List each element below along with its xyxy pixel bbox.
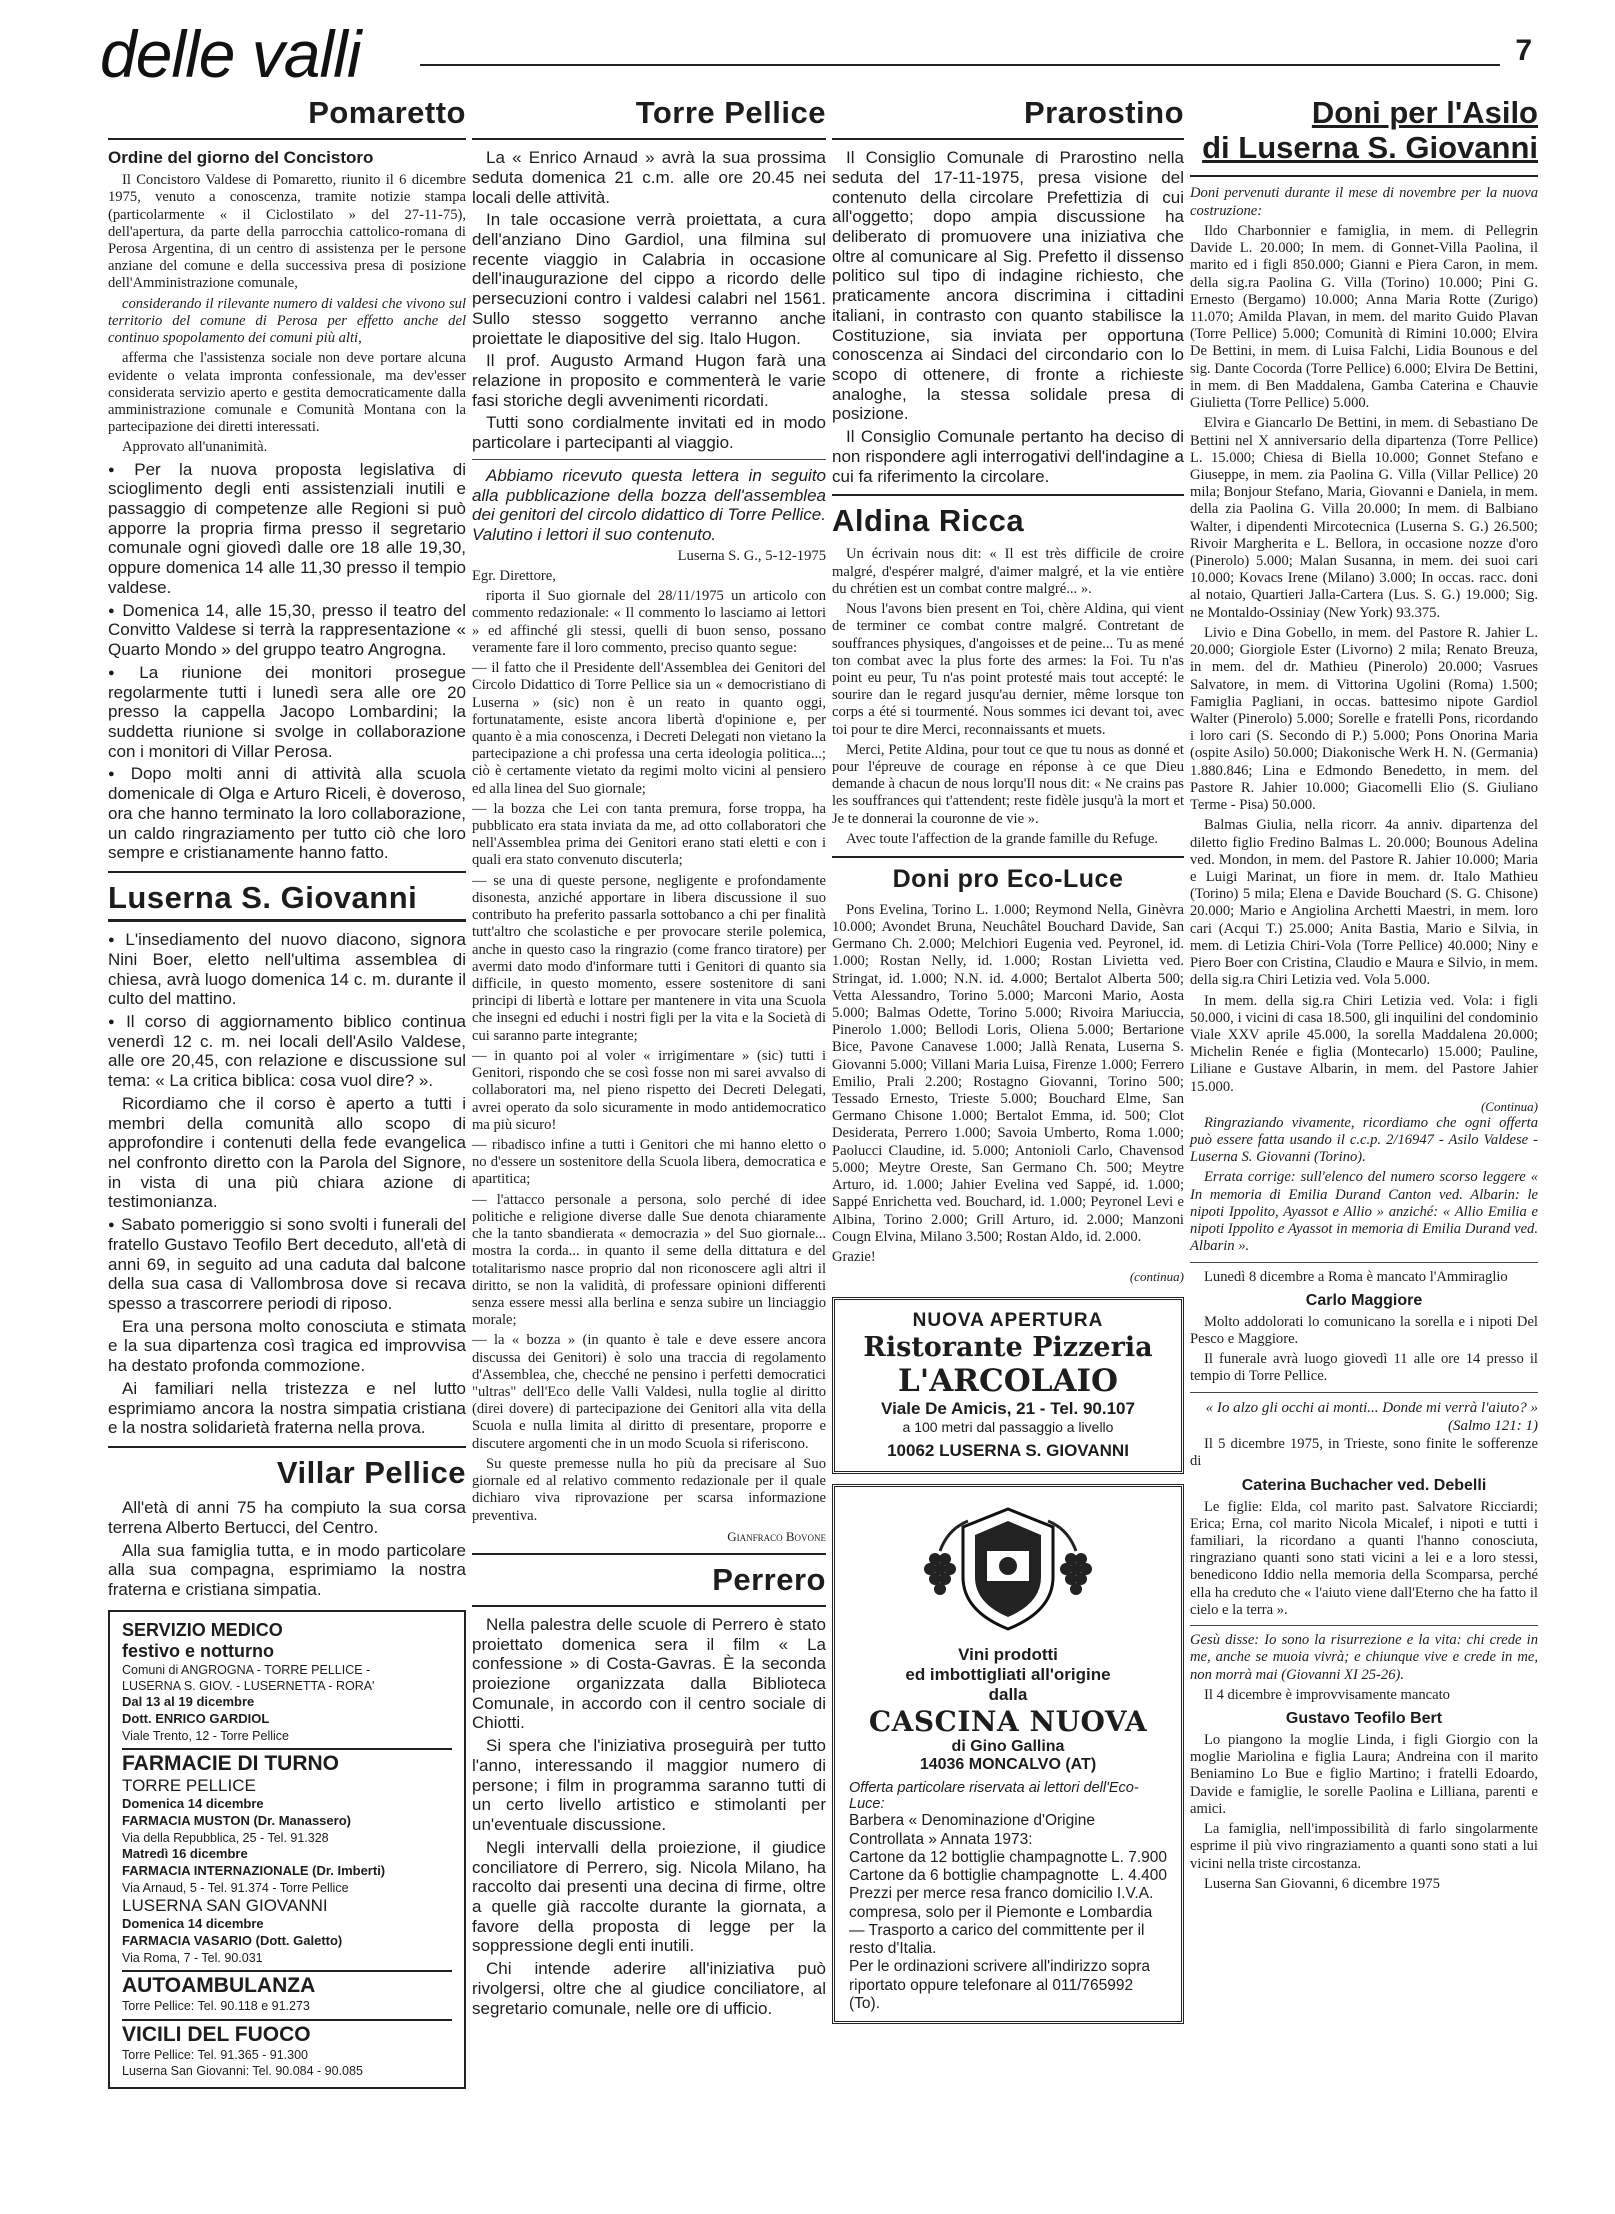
letter-intro: Abbiamo ricevuto questa lettera in seguito alla pubblicazione della bozza dell'assemblea dei genitori del circolo didattico di Torre Pellice. Valutino i lettori il suo contenuto. <box>472 465 826 545</box>
servizio-medico-box <box>108 1610 466 2089</box>
prarostino-heading: Prarostino <box>1023 95 1184 130</box>
prarostino-p1: Il Consiglio Comunale di Prarostino nella seduta del 17-11-1975, presa visione del contenuto della circolare Prefettizia di cui all'oggetto; dopo ampia discussione ha deliberato di promuovere una iniziativa che oltre al comunicare al Sig. Prefetto il dissenso politico sul tipo di indagine richiesto, che praticamente ancora discrimina i cittadini italiani, in contrasto con quanto stabilisce la Costituzione, sia inviata per opportuna conoscenza ai Sindaci del circondario con lo scopo di ottenere, di fronte a richieste analoghe, la stessa solidale presa di posizione. <box>832 148 1184 424</box>
farmacie-luserna: LUSERNA SAN GIOVANNI <box>122 1896 328 1916</box>
farm-line: FARMACIA INTERNAZIONALE (Dr. Imberti) <box>122 1863 386 1879</box>
eco-luce-list: Pons Evelina, Torino L. 1.000; Reymond Nella, Ginèvra 10.000; Avondet Bruna, Neuchâtel Bouchard Davide, San Germano Ch. 2.000; Melchiori Eugenia ved. Peyronel, id. 1.000; Rostan Nelly, id. 1.000; Rostan Livietta ved. Stringat, id. 1.000; N.N. id. 4.000; Bertalot Alberta 500; Vetta Alessandro, Torino 5.000; Marconi Mario, Aosta 5.000; Balmas Odette, Torino 5.000; Rivoira Mariuccia, Pinerolo 1.000; Bellodi Loris, Oliena 5.000; Bertarione Bice, Pavone Canavese 1.000; Jallà Renata, Luserna S. Giovanni 5.000; Villani Maria Luisa, Firenze 1.000; Ferrero Emilio, Prali 2.200; Rostagno Giovanni, Torino 500; Tessado Ernesto, Trieste 5.000; Bouchard Elme, San Germano Chisone 1.000; Bertalot Emma, id. 500; Clot Desiderata, Perrero 1.000; Savoia Umberto, Roma 1.000; Paolucci Claudine, id. 5.000; Antonioli Carlo, Chavensod 5.000; Meytre Oreste, San Germano Ch. 500; Meytre Arturo, id. 1.000; Jahier Evelina ved Sappé, id. 1.000; Sappé Enrichetta ved. Bouchard, id. 1.000; Peyronel Levi e Albina, Torino 2.000; Grill Arturo, id. 2.000; Manzoni Cougn Elvina, Milano 3.500; Rostan Aldo, id. 2.000. <box>832 901 1184 1245</box>
ad-name: L'ARCOLAIO <box>897 1363 1119 1400</box>
masthead-rule <box>420 64 1500 66</box>
offer-line <box>849 1849 1167 1867</box>
servizio-address: Viale Trento, 12 - Torre Pellice <box>122 1729 289 1743</box>
page-number: 7 <box>1515 34 1532 67</box>
column-4 <box>1190 96 1538 1896</box>
vigili-tel-2: Luserna San Giovanni: Tel. 90.084 - 90.085 <box>122 2063 363 2078</box>
pomaretto-p4: Approvato all'unanimità. <box>122 439 268 456</box>
divider <box>108 138 466 140</box>
masthead <box>100 17 1540 94</box>
doni-thanks: Ringraziando vivamente, ricordiamo che ogni offerta può essere fatta usando il c.c.p. 2/16947 - Asilo Valdese - Luserna S. Giovanni (Torino). <box>1190 1114 1538 1166</box>
villar-p2: Alla sua famiglia tutta, e in modo particolare alla sua compagna, esprimiamo la nostra fraterna e cristiana simpatia. <box>108 1540 466 1599</box>
divider <box>472 459 826 460</box>
farm-line: FARMACIA VASARIO (Dott. Galetto) <box>122 1933 343 1949</box>
letter-para: riporta il Suo giornale del 28/11/1975 un articolo con commento redazionale: « Il commento lo lasciamo ai lettori » ed affinché gli stessi, quelli di buon senso, possano veramente fare il loro commento, preciso quanto segue: <box>472 588 826 656</box>
wine-heading: Vini prodotti <box>958 1645 1058 1665</box>
villar-heading: Villar Pellice <box>276 1455 466 1491</box>
doni-p2: Elvira e Giancarlo De Bettini, in mem. di Sebastiano De Bettini nel X anniversario della dipartenza (Torre Pellice) L. 15.000; Chiesa di Biella 10.000; Gonnet Stefano e Giuseppe, in mem. zia Paolina G. Villa (Villar Pellice) 20 mila; Bonjour Stefano, Maria, Giovanni e Daniela, in mem. della zia Paolina G. Villa 20.000; In mem. di Balbiano Walter, i dipendenti Mircotecnica (Luserna S. G.) 26.500; Rivoir Margherita e L. Bellora, in occasione nozze d'oro (Pinerolo) 5.000; Malan Susanna, in mem. dei suoi cari 10.000; Kovacs Irene (Milano) 3.000; In occas. racc. doni al notaio, Quartieri Jalla-Cartera (Lus. S. G.) 19.000; Sig. ne Montaldo-Ossiniay (New York) 93.375. <box>1190 415 1538 621</box>
torre-heading: Torre Pellice <box>635 95 826 130</box>
letter-para: — il fatto che il Presidente dell'Assemblea dei Genitori del Circolo Didattico di Torre Pellice sia un « democristiano di Luserna » (sic) non è un reato in quanto oggi, fortunatamente, esiste ancora libertà d'opinione e, per quanto è a mia conoscenza, i Decreti Delegati non vietano la partecipazione a chi professa una certa ideologia politica...; ciò è certamente vietato da regimi molto vicini al pensiero ed alla linea del Suo giornale; <box>472 660 826 797</box>
farmacie-title: FARMACIE DI TURNO <box>122 1748 452 1776</box>
pomaretto-p2: considerando il rilevante numero di valdesi che vivono sul territorio del comune di Perosa per effetto anche del continuo spopolamento dei comuni più alti, <box>108 295 466 347</box>
doni-p1: Ildo Charbonnier e famiglia, in mem. di Pellegrin Davide L. 20.000; In mem. di Gonnet-Villa Paolina, il marito ed i figli 850.000; Gianni e Piera Caron, in mem. della sig.ra Paolina G. Villa (Torino) 10.000; Pini G. Ernesto (Bergamo) 10.000; Anna Maria Rotte (Zurigo) 11.070; Amilda Plavan, in mem. del marito Guido Plavan (Torre Pellice) 5.000; Comunità di Rimini 10.000; Elvira De Bettini, in mem. di Luisa Falchi, Lidia Bounous e del sig. Dante Cocorda (Torre Pellice) 6.000; Elvira De Bettini, in mem. di Ben Maddalena, Gamba Caterina e Chauvie Giulietta (Torre Pellice) 5.000. <box>1190 222 1538 412</box>
wine-heading-2: ed imbottigliati all'origine <box>905 1665 1111 1685</box>
torre-p3: Il prof. Augusto Armand Hugon farà una relazione in proposito e commenterà le varie fasi storiche degli avvenimenti ricordati. <box>472 351 826 410</box>
pomaretto-b3: ● La riunione dei monitori prosegue regolarmente tutti i lunedì sera alle ore 20 presso la cappella Jacopo Lombardini; la suddetta riunione si svolge in collaborazione con i monitori di Villar Perosa. <box>108 663 466 762</box>
letter-signature: Gianfraco Bovone <box>727 1528 826 1544</box>
servizio-doctor: Dott. ENRICO GARDIOL <box>122 1711 270 1727</box>
pomaretto-p1: Il Concistoro Valdese di Pomaretto, riunito il 6 dicembre 1975, venuto a conoscenza, tramite notizie stampa (particolarmente « il Ciclostilato » del 27-11-75), dell'apertura, da parte della parrocchia cattolico-romana di Perosa Argentina, di un centro di assistenza per le persone anziane del comune e della successiva presa di posizione dell'Amministrazione comunale, <box>108 172 466 292</box>
psalm-quote: « Io alzo gli occhi ai monti... Donde mi verrà l'aiuto? » <box>1205 1399 1538 1416</box>
offer-line: Prezzi per merce resa franco domicilio I.V.A. compresa, solo per il Piemonte e Lombardia — Trasporto a carico del committente per il resto d'Italia. <box>849 1885 1154 1958</box>
death-notice-3b: Lo piangono la moglie Linda, i figli Giorgio con la moglie Mariolina e figlia Laura; Andreina con il marito Beniamino Lo Bue e figlio Martino; i fratelli Edoardo, Davide e famiglie, le sorelle Paolina e Lilliana, parenti e amici. <box>1190 1732 1538 1817</box>
pomaretto-p3: afferma che l'assistenza sociale non deve portare alcuna evidente o velata impronta confessionale, ma dev'esser considerata servizio aperto e gestita democraticamente dalla amministrazione comunale e Comunità Montana con la partecipazione dei diretti interessati. <box>108 350 466 436</box>
farm-line: Via Roma, 7 - Tel. 90.031 <box>122 1951 263 1966</box>
aldina-p2: Nous l'avons bien present en Toi, chère Aldina, qui vient de terminer ce combat contre malgré. Contretant de souffrances physiques, d'angoisses et de peine... Tu as mené ton combat avec la plus forte des armes: la Foi. Tu n'as point eu peur, Tu n'as point protesté mais tout accepté: le sourire dan le regard jusqu'au dernier, même lorsque ton corps a été si tourmenté. Nous sommes ici devant toi, avec toi pour te dire Merci, reconnaissants et muets. <box>832 601 1184 738</box>
servizio-comuni: Comuni di ANGROGNA - TORRE PELLICE - <box>122 1662 371 1677</box>
offer-item: Cartone da 12 bottiglie champagnotte <box>849 1848 1108 1866</box>
aldina-p1: Un écrivain nous dit: « Il est très difficile de croire malgré, d'espérer malgré, d'aimer malgré, et la vie entière du chrétien est un combat contre malgré... ». <box>832 546 1184 597</box>
divider <box>472 138 826 140</box>
death-notice-2: Il 5 dicembre 1975, in Trieste, sono finite le sofferenze di <box>1190 1436 1538 1470</box>
perrero-p1: Nella palestra delle scuole di Perrero è stato proiettato domenica sera il film « La confessione » di Costa-Gavras. È la seconda proiezione organizzata dalla Biblioteca Comunale, in accordo con il centro sociale di Chiotti. <box>472 1614 826 1733</box>
eco-luce-heading: Doni pro Eco-Luce <box>892 865 1124 894</box>
continua-label: (Continua) <box>1480 1098 1538 1114</box>
doni-asilo-heading-1: Doni per l'Asilo <box>1311 95 1538 130</box>
farm-line: Domenica 14 dicembre <box>122 1916 264 1932</box>
gospel-quote: Gesù disse: Io sono la risurrezione e la vita: chi crede in me, anche se muoia vivrà; e chiunque vive e crede in me, non morrà mai (Giovanni XI 25-26). <box>1190 1632 1538 1683</box>
divider <box>1190 175 1538 177</box>
ad-opening: NUOVA APERTURA <box>912 1310 1104 1332</box>
letter-para: — se una di queste persone, negligente e profondamente disonesta, anziché apportare in libera discussione il suo contributo ha preferito passarla sottobanco a chi per finalità tutt'altro che scolastiche e per provocare sterile polemica, anche in questo caso la ringrazio (come franco tiratore) per avermi dato modo d'informare tutti i Genitori di quanto sia difficile, in questo momento, essere sostenitore di sani principi di libertà e lottare per mantenere in vita una Scuola che insegni ed educhi i nostri figli per la vita e la Società di cui saranno parte integrante; <box>472 872 826 1044</box>
autoambulanza-title: AUTOAMBULANZA <box>122 1970 452 1998</box>
aldina-heading: Aldina Ricca <box>832 503 1025 539</box>
death-notice-3d: Luserna San Giovanni, 6 dicembre 1975 <box>1204 1875 1440 1892</box>
ad-address: Viale De Amicis, 21 - Tel. 90.107 <box>881 1399 1135 1419</box>
offer-line <box>849 1867 1167 1885</box>
death-notice-1: Lunedì 8 dicembre a Roma è mancato l'Ammiraglio <box>1204 1268 1508 1285</box>
winery-owner: di Gino Gallina <box>951 1738 1065 1756</box>
farm-line: Matredì 16 dicembre <box>122 1846 248 1862</box>
errata-corrige: Errata corrige: sull'elenco del numero scorso leggere « In memoria di Emilia Durand Canton ved. Albarin: le nipoti Ippolito, Ayassot e Allio » anziché: « Allio Emilia e nipoti Ippolito e Ayassot in memoria di Emilia Durand ved. Albarin ». <box>1190 1169 1538 1255</box>
farm-line: Via Arnaud, 5 - Tel. 91.374 - Torre Pellice <box>122 1881 349 1896</box>
servizio-comuni-2: LUSERNA S. GIOV. - LUSERNETTA - RORA' <box>122 1678 375 1693</box>
divider <box>1190 1262 1538 1263</box>
divider <box>832 138 1184 140</box>
farm-line: FARMACIA MUSTON (Dr. Manassero) <box>122 1813 351 1829</box>
aldina-p3: Merci, Petite Aldina, pour tout ce que tu nous as donné et pour l'épreuve de courage en réponse à ce que Dieu demande à chacun de nous lorqu'Il nous dit: « Ne crains pas les souffrances qui t'attendent; reste fidèle jusqu'à la mort et Je te donnerai la couronne de vie ». <box>832 741 1184 827</box>
offer-price: L. 7.900 <box>1110 1848 1167 1866</box>
servizio-subtitle: festivo e notturno <box>122 1640 274 1661</box>
ad-city: 10062 LUSERNA S. GIOVANNI <box>887 1441 1129 1461</box>
letter-para: — ribadisco infine a tutti i Genitori che mi hanno eletto o no d'essere un sostenitore della Scuola libera, democratica e apartitica; <box>472 1136 826 1188</box>
letter-para: Su queste premesse nulla ho più da precisare al Suo giornale ed al relativo commento redazionale per il quale dichiaro viva riprovazione per scarsa informazione preventiva. <box>472 1455 826 1524</box>
ad-location: a 100 metri dal passaggio a livello <box>902 1419 1114 1436</box>
letter-salutation: Egr. Direttore, <box>472 567 556 584</box>
farm-line: Domenica 14 dicembre <box>122 1796 264 1812</box>
ad-restaurant: Ristorante Pizzeria <box>863 1332 1153 1364</box>
servizio-title: SERVIZIO MEDICO <box>122 1619 283 1640</box>
doni-p5: In mem. della sig.ra Chiri Letizia ved. Vola: i figli 50.000, i vicini di casa 18.500, gli inquilini del condominio Viale XXV aprile 45.000, la sorella Maddalena 20.000; Michelin Renée e figlia (Montecarlo) 15.000; Pauline, Liliane e Gustave Albarin, in mem. del Pastore Jahier 15.000. <box>1190 992 1538 1095</box>
doni-asilo-heading-2: di Luserna S. Giovanni <box>1202 129 1538 165</box>
death-notice-1c: Il funerale avrà luogo giovedì 11 alle ore 14 presso il tempio di Torre Pellice. <box>1190 1351 1538 1385</box>
luserna-p2: Era una persona molto conosciuta e stimata e la sua dipartenza così tragica ed improvvisa ha destato profonda commozione. <box>108 1316 466 1376</box>
farmacie-torre: TORRE PELLICE <box>122 1776 256 1796</box>
death-notice-2b: Le figlie: Elda, col marito past. Salvatore Ricciardi; Erica; Erna, col marito Nicola Micalef, i nipoti e tutti i familiari, la ricordano a quanti l'hanno conosciuta, ringraziano quanti sono stati vicini a lei e a loro stessi, benedicono Iddio nella memoria della Scomparsa, perché ella ha creduto che « l'aiuto viene dall'Eterno che ha fatto il cielo e la terra ». <box>1190 1498 1538 1618</box>
luserna-heading: Luserna S. Giovanni <box>108 881 466 922</box>
arcolaio-ad <box>832 1297 1184 1474</box>
divider <box>1190 1392 1538 1393</box>
luserna-b3: ● Sabato pomeriggio si sono svolti i funerali del fratello Gustavo Teofilo Bert deceduto, all'età di anni 69, in seguito ad una caduta dal balcone della sua casa di Vallombrosa dove si recava spesso a trascorrere periodi di riposo. <box>108 1215 466 1314</box>
autoambulanza-tel: Torre Pellice: Tel. 90.118 e 91.273 <box>122 1999 310 2014</box>
divider <box>472 1553 826 1555</box>
death-notice-3c: La famiglia, nell'impossibilità di farlo singolarmente esprime il più vivo ringraziamento a quanti sono stati a lui vicini nella triste circostanza. <box>1190 1821 1538 1872</box>
column-1 <box>108 96 466 2099</box>
pomaretto-heading: Pomaretto <box>308 95 466 130</box>
cascina-ad <box>832 1484 1184 2024</box>
luserna-b1: ● L'insediamento del nuovo diacono, signora Nini Boer, eletto nell'ultima assemblea di chiesa, avrà luogo domenica 14 c. m. durante il culto del mattino. <box>108 930 466 1009</box>
perrero-p2: Si spera che l'iniziativa proseguirà per tutto l'anno, interessando il maggior numero di persone; i film in programma saranno tutti di un certo livello artistico e stimolanti per un'eventuale discussione. <box>472 1736 826 1835</box>
doni-p4: Balmas Giulia, nella ricorr. 4a anniv. dipartenza del diletto figlio Fredino Balmas L. 20.000; Bounous Adelina ved. Mondon, in mem. del Pastore R. Jahier 10.000; Maria e Luigi Marinat, un fiore in mem. dr. Italo Mathieu (Torino) 5 mila; Elena e Davide Bouchard (S. G. Chisone) 20.000; Mario e Angiolina Archetti Maestri, in mem. loro cari (Acqui T.) 25.000; Anita Bastia, Mario e Silvia, in mem. di Letizia Chiri-Vola (Torre Pellice) 40.000; Niny e Piero Boer con Cristina, Claudio e Maura e Silvio, in mem. della sig.ra Chiri Letizia ved. Vola 5.000. <box>1190 817 1538 989</box>
divider <box>108 1446 466 1448</box>
deceased-name-3: Gustavo Teofilo Bert <box>1285 1710 1443 1727</box>
continua-label: (continua) <box>1129 1269 1184 1285</box>
divider <box>472 1605 826 1607</box>
perrero-p3: Negli intervalli della proiezione, il giudice conciliatore di Perrero, sig. Nicola Milano, ha raccolto dai presenti una decina di firme, oltre a quelle già raccolte durante la giornata, a favore della proposta di legge per la soppressione degli enti inutili. <box>472 1837 826 1956</box>
vigili-tel-1: Torre Pellice: Tel. 91.365 - 91.300 <box>122 2047 308 2062</box>
eco-luce-thanks: Grazie! <box>832 1249 876 1265</box>
offer-item: Cartone da 6 bottiglie champagnotte <box>849 1867 1099 1885</box>
winery-address: 14036 MONCALVO (AT) <box>919 1756 1097 1774</box>
divider <box>1190 1625 1538 1626</box>
luserna-p3: Ai familiari nella tristezza e nel lutto esprimiamo ancora la nostra simpatia cristiana e la nostra solidarietà fraterna nella prova. <box>108 1378 466 1438</box>
letter-para: — in quanto poi al voler « irrigimentare » (sic) tutti i Genitori, rispondo che se così fosse non mi sarei avvalso di collaboratori ma, nel pieno rispetto dei Decreti Delegati, avrei operato da solo sicuramente in modo antidemocratico ma più sicuro! <box>472 1047 826 1133</box>
torre-p4: Tutti sono cordialmente invitati ed in modo particolare i partecipanti al viaggio. <box>472 413 826 453</box>
column-2 <box>472 96 826 2021</box>
letter-para: — l'attacco personale a persona, solo perché di idee politiche e religione diverse dalle Sue denota chiaramente che la tanto sbandierata « democrazia » del Suo giornale... mostra la corda... in quanto il seme della dittatura e del totalitarismo nasce proprio dal non riconoscere agli altri il diritto, se non la validità, di professare opinioni differenti senza essere messi alla berlina e senza subire un linciaggio morale; <box>472 1191 826 1329</box>
perrero-p4: Chi intende aderire all'iniziativa può rivolgersi, oltre che al giudice conciliatore, al segretario comunale, nelle ore di ufficio. <box>472 1959 826 2018</box>
divider <box>108 871 466 873</box>
pomaretto-b1: ● Per la nuova proposta legislativa di scioglimento degli enti assistenziali inutili e passaggio di competenze alle Regioni si può apporre la propria firma presso il segretario comunale ogni giovedì dalle ore 18 alle 19,30, oppure domenica 14 alle 11,30 presso il tempio valdese. <box>108 460 466 598</box>
column-3 <box>832 96 1184 2024</box>
deceased-name-1: Carlo Maggiore <box>1305 1291 1423 1309</box>
pomaretto-b2: ● Domenica 14, alle 15,30, presso il teatro del Convitto Valdese si terrà la rappresentazione « Quarto Mondo » del gruppo teatro Angrogna. <box>108 601 466 660</box>
servizio-dates: Dal 13 al 19 dicembre <box>122 1694 255 1710</box>
letter-para: — la « bozza » (in quanto è tale e deve essere ancora discussa dei Genitori) è solo una traccia di regolamento d'Assemblea, che, checché ne pensino i perfetti democratici "ultras" dell'Eco delle Valli Valdesi, nulla toglie al diritto (direi dovere) di partecipazione dei Genitori alla vita della Scuola e nulla limita al diritto di presentare, proporre e discutere argomenti che in un modo Scuola si riferiscono. <box>472 1332 826 1452</box>
doni-intro: Doni pervenuti durante il mese di novembre per la nuova costruzione: <box>1190 185 1538 219</box>
pomaretto-subheading: Ordine del giorno del Concistoro <box>108 148 374 168</box>
perrero-heading: Perrero <box>712 1561 826 1597</box>
divider <box>832 856 1184 858</box>
aldina-p4: Avec toute l'affection de la grande famille du Refuge. <box>846 830 1159 847</box>
doni-asilo-heading <box>1190 96 1538 165</box>
pomaretto-b4: ● Dopo molti anni di attività alla scuola domenicale di Olga e Arturo Riceli, è doveroso, ora che hanno terminato la loro collaborazione, un caldo ringraziamento per tutto ciò che loro sempre e cristianamente hanno fatto. <box>108 764 466 863</box>
offer-line: Per le ordinazioni scrivere all'indirizzo sopra riportato oppure telefonare al 011/765992 (To). <box>849 1958 1151 2013</box>
wine-heading-3: dalla <box>988 1685 1028 1705</box>
psalm-ref: (Salmo 121: 1) <box>1448 1418 1538 1435</box>
death-notice-3: Il 4 dicembre è improvvisamente mancato <box>1204 1686 1450 1703</box>
luserna-p1: Ricordiamo che il corso è aperto a tutti i membri della comunità allo scopo di approfondire i contenuti della fede evangelica nel confronto diretto con la Parola del Signore, in vista di una più chiara azione di testimonianza. <box>108 1093 466 1212</box>
villar-p1: All'età di anni 75 ha compiuto la sua corsa terrena Alberto Bertucci, del Centro. <box>108 1498 466 1537</box>
torre-p1: La « Enrico Arnaud » avrà la sua prossima seduta domenica 21 c.m. alle ore 20.45 nei locali delle attività. <box>472 148 826 207</box>
winery-crest-icon <box>913 1499 1103 1639</box>
offer-line: Barbera « Denominazione d'Origine Controllata » Annata 1973: <box>849 1812 1095 1848</box>
luserna-b2: ● Il corso di aggiornamento biblico continua venerdì 12 c. m. nei locali dell'Asilo Valdese, alle ore 20,45, con relazione e discussione sul tema: « La critica biblica: cosa vuol dire? ». <box>108 1012 466 1091</box>
torre-p2: In tale occasione verrà proiettata, a cura dell'anziano Dino Gardiol, una filmina sul recente viaggio in Calabria in occasione dell'inaugurazione del cippo a ricordo delle persecuzioni contro i valdesi calabri nel 1561. Sullo stesso soggetto verranno anche proiettate le diapositive del sig. Italo Hugon. <box>472 210 826 348</box>
winery-name: CASCINA NUOVA <box>868 1705 1148 1739</box>
deceased-name-2: Caterina Buchacher ved. Debelli <box>1241 1476 1487 1494</box>
death-notice-1b: Molto addolorati lo comunicano la sorella e i nipoti Del Pesco e Maggiore. <box>1190 1313 1538 1347</box>
divider <box>832 494 1184 496</box>
letter-para: — la bozza che Lei con tanta premura, forse troppa, ha pubblicato era stata inviata da me, ad otto collaboratori che nell'Assemblea prima dei Genitori erano stati eletti e con i quali era stato convenuto discuterla; <box>472 800 826 869</box>
farm-line: Via della Repubblica, 25 - Tel. 91.328 <box>122 1831 329 1846</box>
vigili-title: VICILI DEL FUOCO <box>122 2019 452 2047</box>
doni-p3: Livio e Dina Gobello, in mem. del Pastore R. Jahier L. 20.000; Giorgiole Ester (Livorno) 2 mila; Renato Breuza, in mem. del dr. Mathieu (Pinerolo) 20.000; Vasrues Salvatore, in mem. di Vittorina Ugolini (Roma) 1.500; Famiglia Pagliani, in occas. battesimo nipote Gardiol Walter (Pinerolo) 5.000; Sorelle e fratelli Pons, ricordando i loro cari (S. Secondo di P.) 5.000; Pons Onorina Maria (ospite Asilo) 50.000; Diakonische Werk H. N. (Germania) 1.880.846; Lina e Edmondo Benedetto, in mem. del Pastore R. Jahier 10.000; Giacomelli Elio (S. Giuliano Terme - Pisa) 50.000. <box>1190 624 1538 814</box>
letter-dateline: Luserna S. G., 5-12-1975 <box>677 547 826 564</box>
offer-price: L. 4.400 <box>1110 1867 1167 1885</box>
section-title: delle valli <box>100 17 361 91</box>
offer-intro: Offerta particolare riservata ai lettori dell'Eco-Luce: <box>849 1780 1139 1813</box>
prarostino-p2: Il Consiglio Comunale pertanto ha deciso di non rispondere agli interrogativi dell'indagine a cui fa riferimento la circolare. <box>832 427 1184 486</box>
